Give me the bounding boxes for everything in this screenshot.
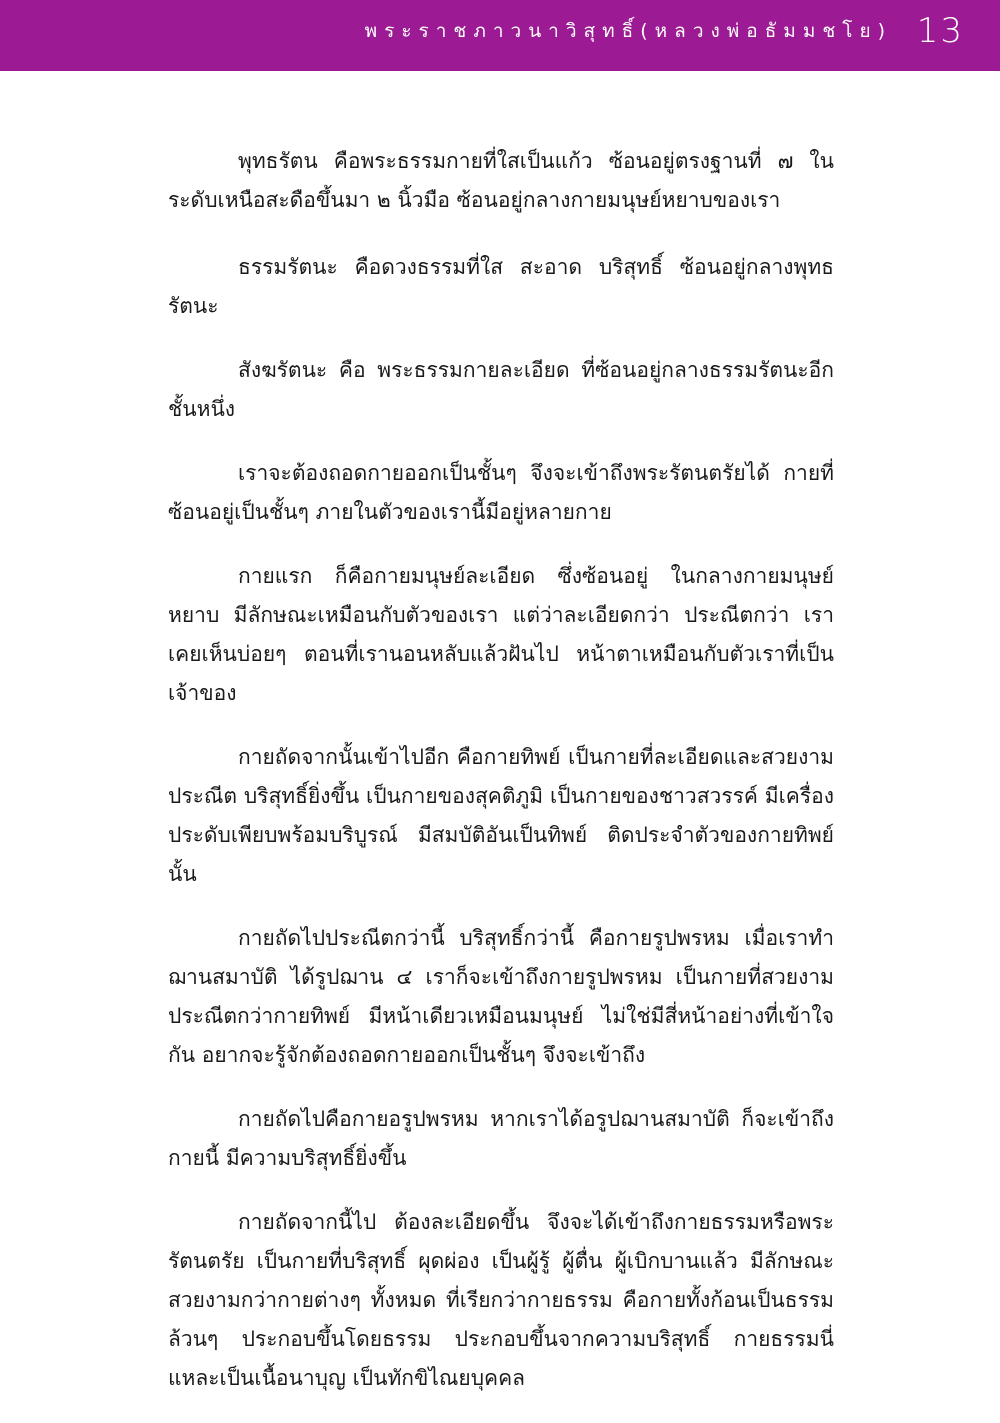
- paragraph-celestial-body: กายถัดจากนั้นเข้าไปอีก คือกายทิพย์ เป็นกายที่ละเอียดและสวยงามประณีต บริสุทธิ์ยิ่งขึ้น เป็นกายของสุคติภูมิ เป็นกายของชาวสวรรค์ มีเครื่องประดับเพียบพร้อมบริบูรณ์ มีสมบัติอันเป็นทิพย์ ติดประจำตัวของกายทิพย์นั้น: [168, 745, 834, 886]
- paragraph-form-brahma-body: กายถัดไปประณีตกว่านี้ บริสุทธิ์กว่านี้ คือกายรูปพรหม เมื่อเราทำฌานสมาบัติ ได้รูปฌาน ๔ เราก็จะเข้าถึงกายรูปพรหม เป็นกายที่สวยงามประณีตกว่ากายทิพย์ มีหน้าเดียวเหมือนมนุษย์ ไม่ใช่มีสี่หน้าอย่างที่เข้าใจกัน อยากจะรู้จักต้องถอดกายออกเป็นชั้นๆ จึงจะเข้าถึง: [168, 926, 834, 1067]
- page-body: [168, 142, 834, 1423]
- paragraph-dhammakaya: กายถัดจากนี้ไป ต้องละเอียดขึ้น จึงจะได้เข้าถึงกายธรรมหรือพระรัตนตรัย เป็นกายที่บริสุทธิ์ ผุดผ่อง เป็นผู้รู้ ผู้ตื่น ผู้เบิกบานแล้ว มีลักษณะสวยงามกว่ากายต่างๆ ทั้งหมด ที่เรียกว่ากายธรรม คือกายทั้งก้อนเป็นธรรมล้วนๆ ประกอบขึ้นโดยธรรม ประกอบขึ้นจากความบริสุทธิ์ กายธรรมนี่แหละเป็นเนื้อนาบุญ เป็นทักขิไณยบุคคล: [168, 1210, 834, 1390]
- paragraph-sangha-ratana: สังฆรัตนะ คือ พระธรรมกายละเอียด ที่ซ้อนอยู่กลางธรรมรัตนะอีกชั้นหนึ่ง: [168, 358, 834, 421]
- running-title: พระราชภาวนาวิสุทธิ์(หลวงพ่อธัมมชโย): [364, 20, 892, 42]
- paragraph-formless-brahma-body: กายถัดไปคือกายอรูปพรหม หากเราได้อรูปฌานสมาบัติ ก็จะเข้าถึงกายนี้ มีความบริสุทธิ์ยิ่งขึ้น: [168, 1107, 834, 1170]
- page-number: 13: [916, 11, 964, 51]
- page-header: [0, 0, 1000, 71]
- paragraph-layered-bodies: เราจะต้องถอดกายออกเป็นชั้นๆ จึงจะเข้าถึงพระรัตนตรัยได้ กายที่ซ้อนอยู่เป็นชั้นๆ ภายในตัวของเรานี้มีอยู่หลายกาย: [168, 461, 834, 524]
- paragraph-refined-human-body: กายแรก ก็คือกายมนุษย์ละเอียด ซึ่งซ้อนอยู่ ในกลางกายมนุษย์หยาบ มีลักษณะเหมือนกับตัวของเรา แต่ว่าละเอียดกว่า ประณีตกว่า เราเคยเห็นบ่อยๆ ตอนที่เรานอนหลับแล้วฝันไป หน้าตาเหมือนกับตัวเราที่เป็นเจ้าของ: [168, 564, 834, 705]
- paragraph-dhamma-ratana: ธรรมรัตนะ คือดวงธรรมที่ใส สะอาด บริสุทธิ์ ซ้อนอยู่กลางพุทธรัตนะ: [168, 255, 834, 318]
- paragraph-buddha-ratana: พุทธรัตน คือพระธรรมกายที่ใสเป็นแก้ว ซ้อนอยู่ตรงฐานที่ ๗ ในระดับเหนือสะดือขึ้นมา ๒ นิ้วมือ ซ้อนอยู่กลางกายมนุษย์หยาบของเรา: [168, 149, 834, 212]
